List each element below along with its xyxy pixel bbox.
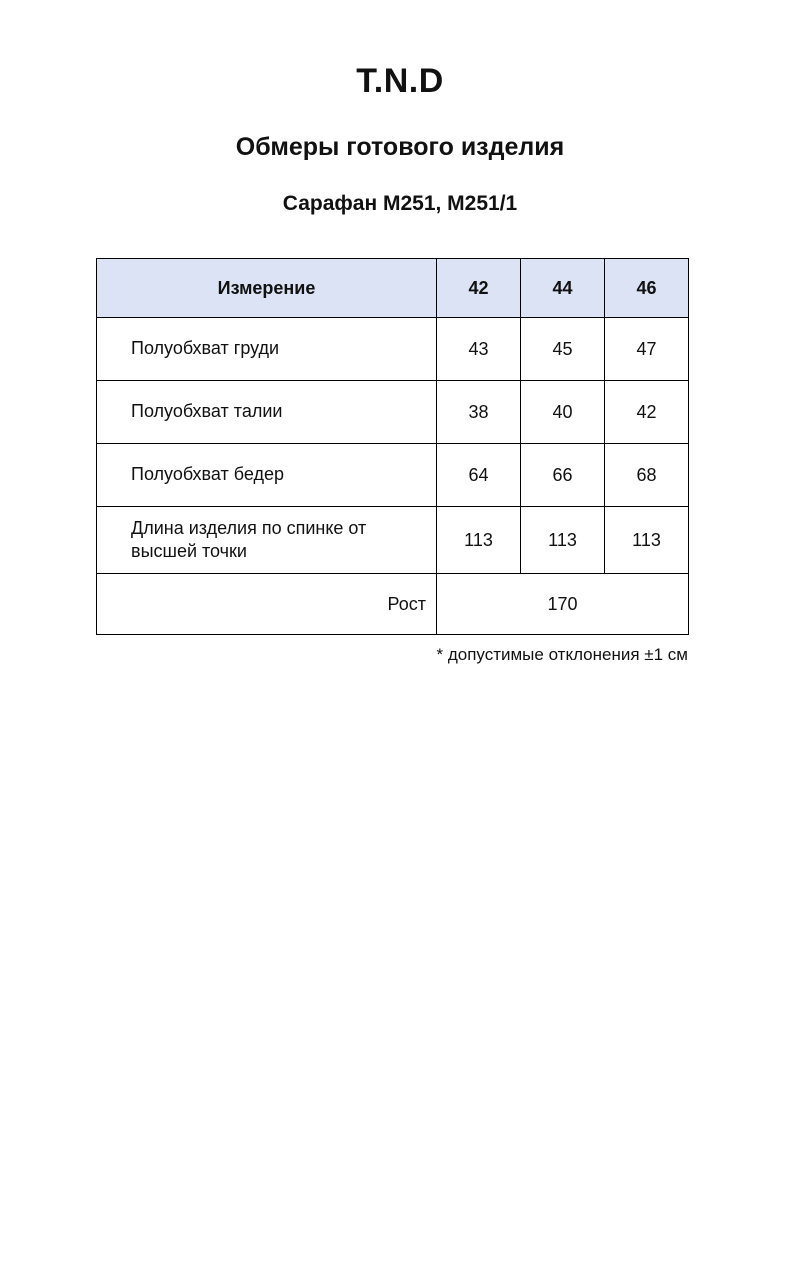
page-title: Обмеры готового изделия (235, 133, 565, 161)
table-row (97, 444, 689, 507)
row-value-42: 113 (437, 507, 521, 574)
table-header-row (97, 259, 689, 318)
row-label: Полуобхват бедер (97, 444, 437, 507)
row-value-46: 42 (605, 381, 689, 444)
tolerance-note: * допустимые отклонения ±1 см (436, 645, 688, 664)
header-size-46: 46 (605, 259, 689, 318)
row-value-46: 68 (605, 444, 689, 507)
brand-title: T.N.D (356, 62, 444, 100)
row-label: Длина изделия по спинке от высшей точки (97, 507, 437, 574)
page-subtitle: Сарафан M251, M251/1 (282, 192, 518, 215)
row-value-46: 113 (605, 507, 689, 574)
measurements-table-container (0, 258, 800, 635)
height-value: 170 (437, 574, 689, 635)
table-row (97, 318, 689, 381)
header-size-42: 42 (437, 259, 521, 318)
table-row (97, 381, 689, 444)
table-row (97, 507, 689, 574)
row-value-44: 113 (521, 507, 605, 574)
header-size-44: 44 (521, 259, 605, 318)
table-row-height (97, 574, 689, 635)
row-value-42: 64 (437, 444, 521, 507)
measurements-table (96, 258, 689, 635)
height-label: Рост (97, 574, 437, 635)
row-label: Полуобхват груди (97, 318, 437, 381)
document-page (0, 62, 800, 1262)
row-value-44: 66 (521, 444, 605, 507)
row-value-44: 40 (521, 381, 605, 444)
row-label: Полуобхват талии (97, 381, 437, 444)
row-value-44: 45 (521, 318, 605, 381)
row-value-42: 38 (437, 381, 521, 444)
row-value-46: 47 (605, 318, 689, 381)
row-value-42: 43 (437, 318, 521, 381)
header-measurement: Измерение (97, 259, 437, 318)
